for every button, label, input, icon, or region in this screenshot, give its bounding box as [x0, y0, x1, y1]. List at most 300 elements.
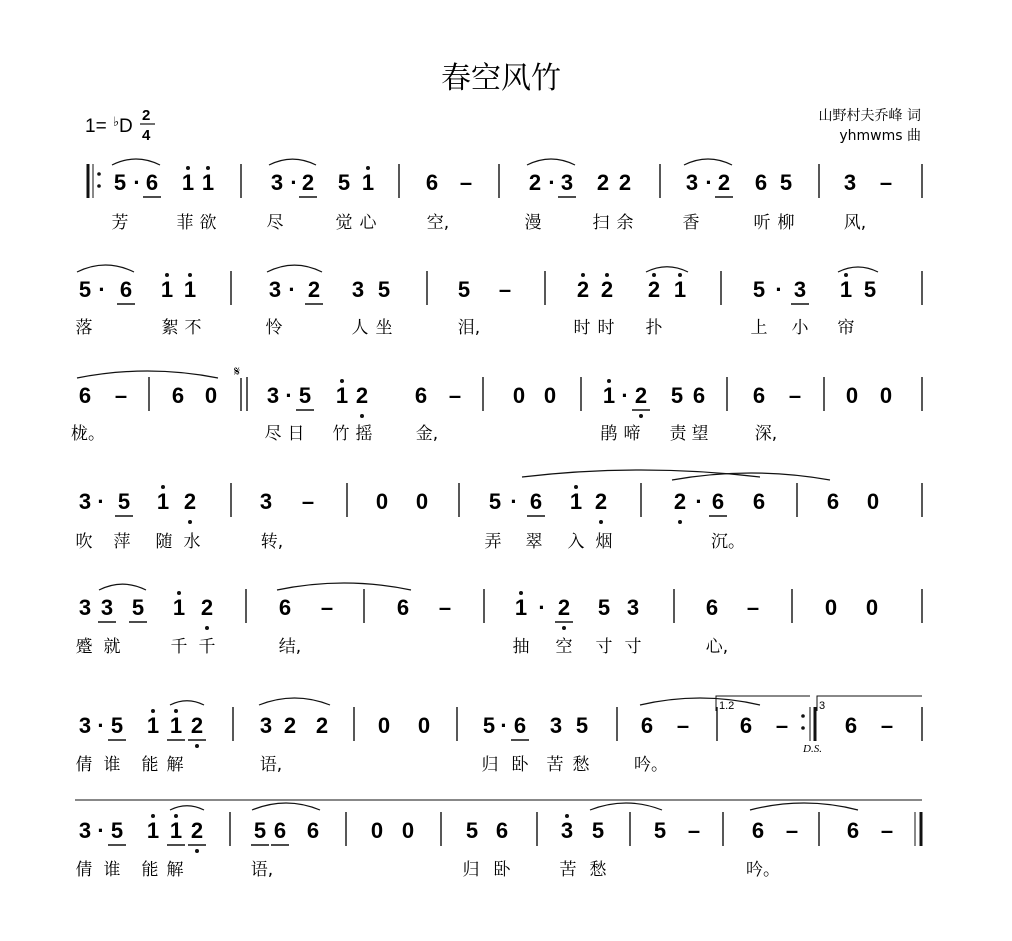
- lyric-syllable: 烟: [595, 532, 613, 552]
- lyric-syllable: 人: [351, 318, 369, 338]
- jianpu-note: 6: [425, 170, 439, 195]
- lyric-syllable: 空,: [426, 213, 450, 233]
- jianpu-note: 1: [569, 489, 583, 514]
- jianpu-note: 1: [169, 818, 183, 843]
- jianpu-note: 2: [528, 170, 542, 195]
- svg-text:1=: [85, 116, 107, 137]
- high-octave-dot: [174, 814, 178, 818]
- jianpu-note: 0: [543, 383, 557, 408]
- augmentation-dot: ·: [290, 170, 298, 195]
- lyric-syllable: 弄: [484, 532, 502, 552]
- jianpu-note: 5: [110, 713, 124, 738]
- jianpu-note: 6: [171, 383, 185, 408]
- jianpu-note: 0: [401, 818, 415, 843]
- lyric-syllable: 愁: [572, 755, 590, 775]
- dash-extension: –: [879, 170, 893, 195]
- high-octave-dot: [186, 166, 190, 170]
- low-octave-dot: [599, 520, 603, 524]
- jianpu-note: 0: [512, 383, 526, 408]
- high-octave-dot: [844, 273, 848, 277]
- high-octave-dot: [151, 709, 155, 713]
- dash-extension: –: [746, 595, 760, 620]
- note-rows: [71, 166, 893, 880]
- low-octave-dot: [639, 414, 643, 418]
- jianpu-note: 1: [146, 713, 160, 738]
- jianpu-note: 1: [602, 383, 616, 408]
- jianpu-note: 3: [78, 818, 92, 843]
- dash-extension: –: [880, 713, 894, 738]
- jianpu-note: 6: [145, 170, 159, 195]
- jianpu-note: 1: [361, 170, 375, 195]
- score-row: [79, 591, 878, 630]
- lyric-syllable: 随: [155, 532, 173, 552]
- lyric-line: [76, 754, 669, 775]
- jianpu-note: 5: [779, 170, 793, 195]
- low-octave-dot: [205, 626, 209, 630]
- slur: [590, 803, 662, 810]
- jianpu-note: 2: [618, 170, 632, 195]
- jianpu-note: 0: [824, 595, 838, 620]
- slur: [277, 583, 411, 590]
- low-octave-dot: [195, 849, 199, 853]
- jianpu-note: 5: [670, 383, 684, 408]
- jianpu-note: 2: [596, 170, 610, 195]
- jianpu-note: 6: [739, 713, 753, 738]
- jianpu-note: 6: [752, 383, 766, 408]
- slur: [838, 267, 878, 272]
- jianpu-note: 5: [298, 383, 312, 408]
- slur: [112, 159, 160, 165]
- jianpu-note: 5: [653, 818, 667, 843]
- lyric-syllable: 菲: [176, 213, 194, 233]
- dash-extension: –: [438, 595, 452, 620]
- jianpu-note: 6: [119, 277, 133, 302]
- slur: [646, 267, 688, 272]
- jianpu-note: 0: [377, 713, 391, 738]
- jianpu-note: 5: [377, 277, 391, 302]
- jianpu-note: 2: [717, 170, 731, 195]
- score-row: [79, 485, 879, 524]
- jianpu-note: 5: [457, 277, 471, 302]
- slur: [252, 803, 320, 810]
- slur: [267, 265, 322, 272]
- lyric-syllable: 落: [75, 318, 93, 338]
- jianpu-note: 5: [863, 277, 877, 302]
- jianpu-note: 3: [351, 277, 365, 302]
- lyric-syllable: 苦: [559, 860, 577, 880]
- time-signature-bottom: 4: [142, 127, 151, 144]
- lyric-syllable: 谁: [103, 755, 121, 775]
- lyric-syllable: 啼: [623, 424, 641, 444]
- high-octave-dot: [165, 273, 169, 277]
- jianpu-note: 2: [183, 489, 197, 514]
- jianpu-note: 2: [190, 713, 204, 738]
- dash-extension: –: [775, 713, 789, 738]
- jianpu-note: 0: [879, 383, 893, 408]
- jianpu-note: 6: [273, 818, 287, 843]
- slur: [259, 698, 330, 705]
- lyric-syllable: 絮: [161, 318, 179, 338]
- score-row: [114, 166, 892, 197]
- high-octave-dot: [151, 814, 155, 818]
- lyric-syllable: 上: [750, 318, 768, 338]
- jianpu-note: 2: [647, 277, 661, 302]
- high-octave-dot: [188, 273, 192, 277]
- slur: [77, 371, 218, 378]
- jianpu-note: 3: [78, 713, 92, 738]
- jianpu-note: 3: [793, 277, 807, 302]
- high-octave-dot: [581, 273, 585, 277]
- lyric-syllable: 能: [141, 860, 159, 880]
- lyric-syllable: 扫: [592, 213, 610, 233]
- lyric-syllable: 不: [184, 318, 202, 338]
- dash-extension: –: [687, 818, 701, 843]
- lyric-syllable: 吟。: [634, 755, 668, 775]
- dash-extension: –: [880, 818, 894, 843]
- high-octave-dot: [574, 485, 578, 489]
- flat-sign: ♭: [113, 114, 120, 129]
- dash-extension: –: [320, 595, 334, 620]
- augmentation-dot: ·: [538, 595, 546, 620]
- high-octave-dot: [366, 166, 370, 170]
- jianpu-note: 5: [465, 818, 479, 843]
- jianpu-note: 3: [78, 489, 92, 514]
- jianpu-note: 3: [259, 713, 273, 738]
- lyric-line: [76, 859, 781, 880]
- jianpu-note: 2: [634, 383, 648, 408]
- lyric-syllable: 卧: [493, 860, 511, 880]
- jianpu-note: 6: [529, 489, 543, 514]
- jianpu-note: 3: [100, 595, 114, 620]
- lyric-syllable: 深,: [754, 424, 778, 444]
- score-row: [79, 709, 893, 748]
- lyric-syllable: 解: [166, 860, 184, 880]
- lyric-syllable: 谁: [103, 860, 121, 880]
- jianpu-note: 2: [315, 713, 329, 738]
- lyric-syllable: 翠: [525, 532, 543, 552]
- lyric-syllable: 鹃: [600, 424, 618, 444]
- high-octave-dot: [340, 379, 344, 383]
- jianpu-note: 5: [253, 818, 267, 843]
- jianpu-note: 1: [181, 170, 195, 195]
- jianpu-note: 2: [673, 489, 687, 514]
- jianpu-note: 6: [414, 383, 428, 408]
- lyric-syllable: 小: [791, 318, 809, 338]
- lyric-syllable: 入: [567, 532, 585, 552]
- augmentation-dot: ·: [288, 277, 296, 302]
- jianpu-note: 1: [172, 595, 186, 620]
- lyric-syllable: 蹙: [75, 637, 93, 657]
- high-octave-dot: [206, 166, 210, 170]
- lyric-syllable: 帘: [837, 318, 855, 338]
- high-octave-dot: [161, 485, 165, 489]
- repeat-dot: [97, 184, 101, 188]
- jianpu-note: 2: [600, 277, 614, 302]
- jianpu-note: 6: [752, 489, 766, 514]
- lyric-syllable: 水: [183, 532, 201, 552]
- slur: [684, 159, 732, 165]
- jianpu-note: 3: [560, 170, 574, 195]
- lyric-syllable: 愁: [589, 860, 607, 880]
- low-octave-dot: [188, 520, 192, 524]
- dash-extension: –: [498, 277, 512, 302]
- high-octave-dot: [565, 814, 569, 818]
- jianpu-note: 0: [866, 489, 880, 514]
- lyric-syllable: 欲: [199, 213, 217, 233]
- jianpu-note: 5: [78, 277, 92, 302]
- jianpu-note: 5: [488, 489, 502, 514]
- jianpu-note: 2: [594, 489, 608, 514]
- jianpu-note: 5: [575, 713, 589, 738]
- jianpu-note: 5: [482, 713, 496, 738]
- key-signature: [85, 107, 155, 144]
- jianpu-note: 1: [183, 277, 197, 302]
- jianpu-note: 1: [335, 383, 349, 408]
- high-octave-dot: [519, 591, 523, 595]
- augmentation-dot: ·: [695, 489, 703, 514]
- high-octave-dot: [605, 273, 609, 277]
- lyric-syllable: 余: [616, 213, 634, 233]
- score-row: [79, 273, 876, 304]
- jianpu-note: 3: [626, 595, 640, 620]
- dash-extension: –: [676, 713, 690, 738]
- lyricist-credit: 山野村夫乔峰 词: [818, 108, 921, 124]
- dash-extension: –: [788, 383, 802, 408]
- jianpu-note: 6: [844, 713, 858, 738]
- lyric-line: [71, 424, 777, 444]
- augmentation-dot: ·: [500, 713, 508, 738]
- augmentation-dot: ·: [705, 170, 713, 195]
- lyric-syllable: 沉。: [711, 532, 745, 552]
- score-row: [79, 379, 892, 418]
- jianpu-note: 6: [711, 489, 725, 514]
- low-octave-dot: [678, 520, 682, 524]
- jianpu-note: 2: [307, 277, 321, 302]
- jianpu-note: 3: [78, 595, 92, 620]
- lyric-syllable: 尽: [264, 424, 282, 444]
- jianpu-note: 5: [117, 489, 131, 514]
- augmentation-dot: ·: [548, 170, 556, 195]
- slur: [269, 159, 316, 165]
- lyric-syllable: 扑: [645, 318, 663, 338]
- augmentation-dot: ·: [97, 489, 105, 514]
- composer-credit: yhmwms 曲: [839, 128, 921, 144]
- jianpu-note: 3: [270, 170, 284, 195]
- lyric-syllable: 卧: [511, 755, 529, 775]
- jianpu-note: 1: [514, 595, 528, 620]
- jianpu-note: 6: [692, 383, 706, 408]
- lyric-syllable: 萍: [113, 532, 131, 552]
- jianpu-note: 6: [396, 595, 410, 620]
- lyric-syllable: 吹: [75, 532, 93, 552]
- lyric-syllable: 吟。: [746, 860, 780, 880]
- jianpu-note: 6: [78, 383, 92, 408]
- lyric-syllable: 柳: [777, 213, 795, 233]
- jianpu-note: 2: [557, 595, 571, 620]
- jianpu-note: 5: [110, 818, 124, 843]
- lyric-line: [76, 318, 855, 338]
- jianpu-note: 0: [845, 383, 859, 408]
- slur: [527, 159, 575, 165]
- slur: [640, 698, 760, 705]
- dash-extension: –: [459, 170, 473, 195]
- lyric-syllable: 千: [170, 637, 188, 657]
- slur: [170, 806, 204, 810]
- jianpu-note: 6: [751, 818, 765, 843]
- jianpu-note: 1: [156, 489, 170, 514]
- jianpu-note: 3: [549, 713, 563, 738]
- lyric-syllable: 归: [462, 860, 480, 880]
- dash-extension: –: [114, 383, 128, 408]
- lyric-syllable: 觉: [335, 213, 353, 233]
- lyric-syllable: 结,: [278, 637, 302, 657]
- jianpu-note: 3: [259, 489, 273, 514]
- jianpu-note: 6: [705, 595, 719, 620]
- high-octave-dot: [177, 591, 181, 595]
- jianpu-note: 1: [673, 277, 687, 302]
- augmentation-dot: ·: [510, 489, 518, 514]
- jianpu-note: 1: [201, 170, 215, 195]
- lyric-syllable: 苦: [546, 755, 564, 775]
- lyric-syllable: 空: [555, 637, 573, 657]
- key-note: D: [119, 116, 133, 137]
- dash-extension: –: [785, 818, 799, 843]
- jianpu-note: 5: [337, 170, 351, 195]
- high-octave-dot: [174, 709, 178, 713]
- lyric-syllable: 倩: [75, 755, 93, 775]
- jianpu-note: 3: [685, 170, 699, 195]
- slur: [170, 701, 204, 705]
- jianpu-note: 3: [560, 818, 574, 843]
- lyric-syllable: 倩: [75, 860, 93, 880]
- lyric-syllable: 时: [573, 318, 591, 338]
- jianpu-note: 0: [204, 383, 218, 408]
- jianpu-note: 1: [839, 277, 853, 302]
- lyric-syllable: 心: [359, 213, 377, 233]
- augmentation-dot: ·: [133, 170, 141, 195]
- jianpu-note: 1: [160, 277, 174, 302]
- lyric-syllable: 抽: [512, 637, 530, 657]
- jianpu-note: 2: [283, 713, 297, 738]
- jianpu-note: 6: [513, 713, 527, 738]
- lyric-syllable: 漫: [524, 213, 542, 233]
- high-octave-dot: [678, 273, 682, 277]
- augmentation-dot: ·: [621, 383, 629, 408]
- low-octave-dot: [562, 626, 566, 630]
- lyric-syllable: 寸: [624, 637, 642, 657]
- lyric-syllable: 心,: [705, 637, 729, 657]
- lyric-syllable: 栊。: [71, 424, 105, 444]
- augmentation-dot: ·: [285, 383, 293, 408]
- lyric-syllable: 香: [682, 213, 700, 233]
- repeat-dot: [801, 726, 805, 730]
- jianpu-note: 6: [640, 713, 654, 738]
- jianpu-note: 3: [843, 170, 857, 195]
- jianpu-note: 6: [495, 818, 509, 843]
- jianpu-note: 6: [754, 170, 768, 195]
- lyric-syllable: 风,: [843, 213, 867, 233]
- dash-extension: –: [448, 383, 462, 408]
- jianpu-note: 5: [113, 170, 127, 195]
- jianpu-note: 0: [865, 595, 879, 620]
- barlines: [88, 164, 922, 846]
- jianpu-note: 3: [266, 383, 280, 408]
- lyric-syllable: 时: [597, 318, 615, 338]
- lyric-syllable: 坐: [375, 318, 393, 338]
- jianpu-note: 5: [752, 277, 766, 302]
- lyric-syllable: 归: [481, 755, 499, 775]
- high-octave-dot: [607, 379, 611, 383]
- jianpu-note: 2: [355, 383, 369, 408]
- jianpu-note: 6: [826, 489, 840, 514]
- song-title: 春空风竹: [441, 61, 561, 96]
- lyric-syllable: 责: [669, 424, 687, 444]
- time-signature-top: 2: [142, 107, 151, 124]
- lyric-syllable: 芳: [111, 213, 129, 233]
- jianpu-note: 0: [375, 489, 389, 514]
- jianpu-note: 6: [306, 818, 320, 843]
- jianpu-note: 5: [131, 595, 145, 620]
- ds-mark: D.S.: [803, 743, 822, 755]
- repeat-dot: [801, 714, 805, 718]
- lyric-syllable: 转,: [260, 532, 284, 552]
- lyric-line: [112, 213, 867, 233]
- key-prefix: 1=: [85, 116, 107, 137]
- lyric-line: [76, 531, 746, 552]
- slur: [99, 584, 146, 590]
- lyric-syllable: 竹: [332, 424, 350, 444]
- jianpu-note: 0: [415, 489, 429, 514]
- volta-bracket: [817, 696, 922, 711]
- lyric-syllable: 能: [141, 755, 159, 775]
- low-octave-dot: [195, 744, 199, 748]
- repeat-dot: [97, 172, 101, 176]
- lyric-syllable: 寸: [595, 637, 613, 657]
- lyric-line: [76, 637, 729, 657]
- jianpu-note: 6: [846, 818, 860, 843]
- jianpu-note: 6: [278, 595, 292, 620]
- lyric-syllable: 泪,: [457, 318, 481, 338]
- jianpu-note: 2: [200, 595, 214, 620]
- augmentation-dot: ·: [775, 277, 783, 302]
- lyric-syllable: 解: [166, 755, 184, 775]
- jianpu-note: 1: [169, 713, 183, 738]
- jianpu-note: 2: [301, 170, 315, 195]
- lyric-syllable: 金,: [415, 424, 439, 444]
- slur: [750, 803, 858, 810]
- lyric-syllable: 语,: [250, 860, 274, 880]
- segno-sign: 𝄋: [234, 364, 241, 380]
- lyric-syllable: 摇: [355, 424, 373, 444]
- lyric-syllable: 就: [103, 637, 121, 657]
- lyric-syllable: 语,: [259, 755, 283, 775]
- volta-1-label: 1.2: [719, 700, 735, 712]
- slur: [77, 265, 134, 272]
- high-octave-dot: [652, 273, 656, 277]
- lyric-syllable: 日: [287, 424, 305, 444]
- jianpu-note: 0: [370, 818, 384, 843]
- jianpu-note: 1: [146, 818, 160, 843]
- jianpu-note: 0: [417, 713, 431, 738]
- score-row: [79, 814, 893, 853]
- jianpu-note: 5: [591, 818, 605, 843]
- jianpu-note: 5: [597, 595, 611, 620]
- lyric-syllable: 望: [691, 424, 709, 444]
- lyric-syllable: 听: [753, 213, 771, 233]
- jianpu-note: 3: [268, 277, 282, 302]
- low-octave-dot: [360, 414, 364, 418]
- volta-2-label: 3: [819, 700, 826, 712]
